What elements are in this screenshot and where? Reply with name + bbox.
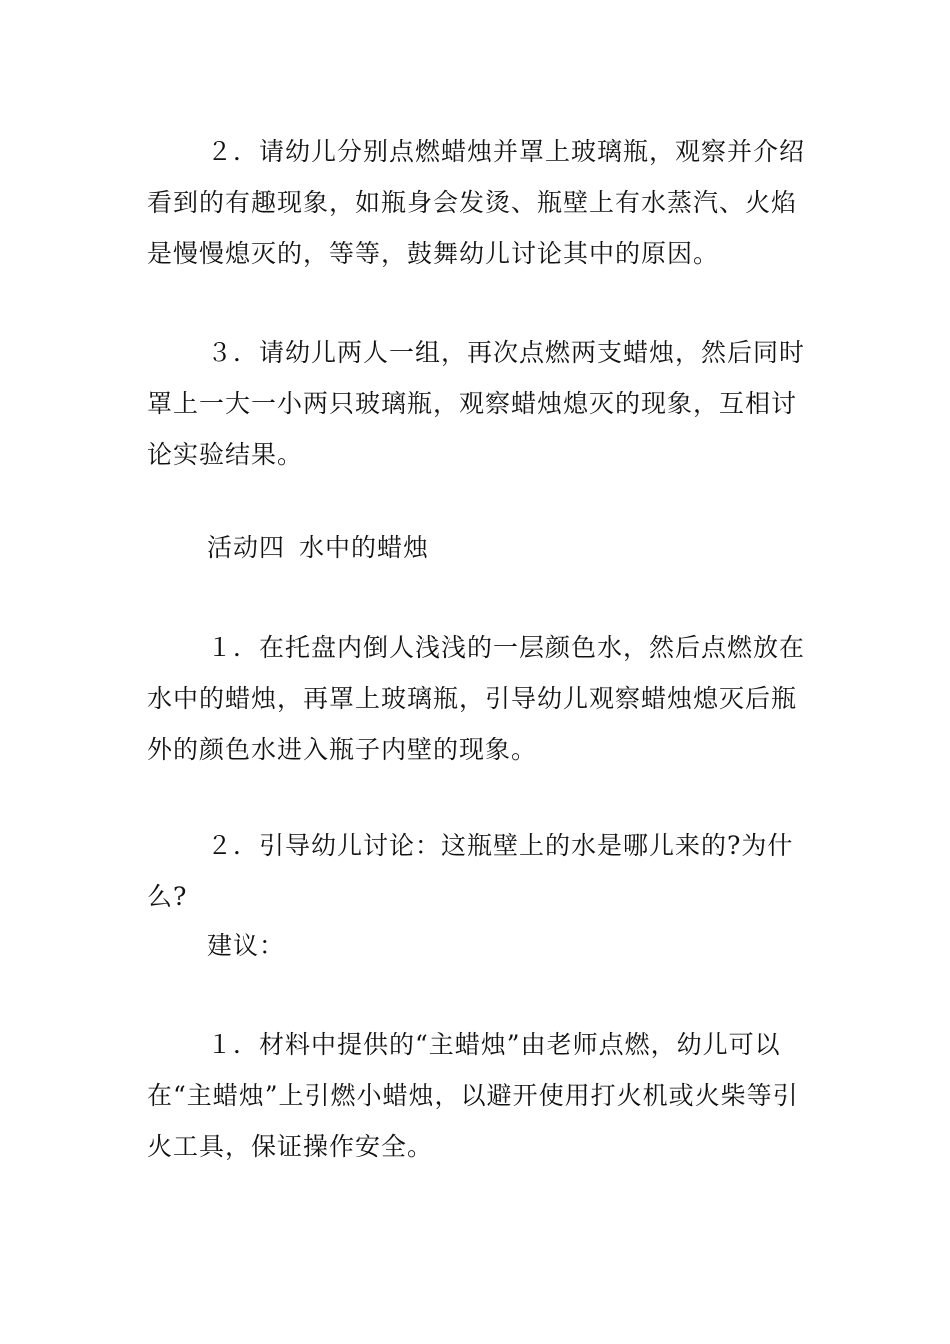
paragraph-step-3-pairs: ３．请幼儿两人一组，再次点燃两支蜡烛，然后同时罩上一大一小两只玻璃瓶，观察蜡烛熄灭的现象，互相讨论实验结果。 bbox=[147, 338, 806, 469]
suggestion-heading: 建议： bbox=[207, 931, 286, 960]
activity-label: 活动四 bbox=[207, 533, 286, 562]
activity-heading bbox=[207, 522, 429, 573]
paragraph-step-2-discuss: ２．引导幼儿讨论：这瓶壁上的水是哪儿来的?为什么? bbox=[147, 831, 794, 911]
paragraph-suggestion-1: １．材料中提供的“主蜡烛”由老师点燃，幼儿可以在“主蜡烛”上引燃小蜡烛，以避开使用打火机或火柴等引火工具，保证操作安全。 bbox=[147, 1030, 799, 1161]
paragraph-step-1-water: １．在托盘内倒人浅浅的一层颜色水，然后点燃放在水中的蜡烛，再罩上玻璃瓶，引导幼儿观察蜡烛熄灭后瓶外的颜色水进入瓶子内壁的现象。 bbox=[147, 633, 806, 764]
paragraph-step-2-observe: ２．请幼儿分别点燃蜡烛并罩上玻璃瓶，观察并介绍看到的有趣现象，如瓶身会发烫、瓶壁上有水蒸汽、火焰是慢慢熄灭的，等等，鼓舞幼儿讨论其中的原因。 bbox=[147, 137, 806, 268]
activity-title: 水中的蜡烛 bbox=[299, 533, 430, 562]
